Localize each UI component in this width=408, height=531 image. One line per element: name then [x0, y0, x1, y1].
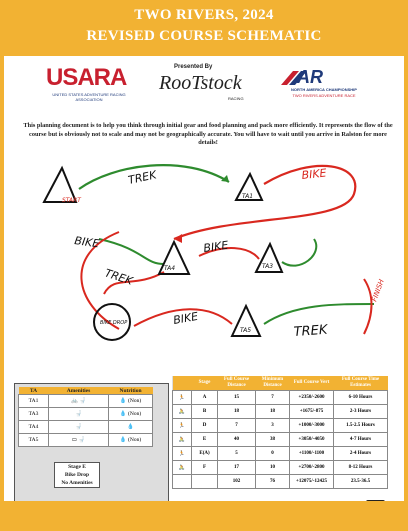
ar-subtitle: NORTH AMERICA CHAMPIONSHIP	[291, 87, 357, 92]
stage-cell: E(A)	[192, 447, 218, 461]
min-distance-cell: 0	[256, 447, 290, 461]
time-cell: 8-12 Hours	[334, 461, 388, 475]
stage-cell: B	[192, 405, 218, 419]
label-trek-2: TREK	[103, 266, 135, 288]
time-col-header: Full Course Time Estimates	[334, 376, 388, 391]
ta-cell: TA3	[19, 408, 49, 421]
intro-paragraph: This planning document is to help you think through initial gear and food planning and pack more efficiently. It represents the flow of the course but is obviously not to scale and may not be geographically accurate. You will have to wait until you arrive in Ralston for more details!	[23, 122, 393, 146]
rootstock-logo: RooTstock	[159, 72, 242, 94]
bike-arrow-2	[99, 239, 164, 264]
trek-icon: 🏃	[173, 447, 192, 461]
label-ta3: TA3	[262, 263, 274, 270]
vert-cell: +1100/-1100	[290, 447, 334, 461]
nutrition-cell: 💧 (Non)	[109, 408, 153, 421]
table-row	[19, 408, 153, 421]
table-row	[19, 434, 153, 447]
presented-by-label: Presented By	[174, 64, 213, 70]
full-distance-cell: 40	[218, 433, 256, 447]
nutrition-cell: 💧 (Non)	[109, 395, 153, 408]
stage-e-line3: No Amenities	[61, 480, 93, 486]
label-bike-2: BIKE	[73, 234, 101, 251]
label-finish: FINISH	[370, 278, 386, 303]
min-distance-cell: 10	[256, 461, 290, 475]
stage-e-title: Stage E	[68, 464, 86, 470]
time-total: 23.5-36.5	[334, 475, 388, 489]
bike-icon: 🚴	[173, 461, 192, 475]
full-distance-cell: 18	[218, 405, 256, 419]
min-distance-cell: 7	[256, 391, 290, 405]
table-row	[19, 421, 153, 434]
vert-col-header: Full Course Vert	[290, 376, 334, 391]
ta-col-header: TA	[19, 387, 49, 395]
full-distance-cell: 17	[218, 461, 256, 475]
full-distance-cell: 15	[218, 391, 256, 405]
trek-arrow-3	[264, 304, 374, 324]
stage-cell	[192, 475, 218, 489]
usara-logo	[46, 64, 132, 108]
header-banner	[4, 4, 404, 56]
stage-cell: D	[192, 419, 218, 433]
time-cell: 1.5-2.5 Hours	[334, 419, 388, 433]
table-row	[173, 419, 388, 433]
ta-cell: TA4	[19, 421, 49, 434]
label-bike-4: BIKE	[172, 309, 200, 327]
label-trek-1: TREK	[126, 168, 158, 187]
usara-subtitle: UNITED STATES ADVENTURE RACING ASSOCIATION	[52, 92, 126, 102]
stage-cell: A	[192, 391, 218, 405]
min-distance-total: 76	[256, 475, 290, 489]
vert-cell: +2350/-2600	[290, 391, 334, 405]
nutrition-cell: 💧 (Non)	[109, 434, 153, 447]
nutrition-col-header: Nutrition	[109, 387, 153, 395]
label-start: START	[62, 197, 81, 204]
time-cell: 6-10 Hours	[334, 391, 388, 405]
vert-cell: +1000/-3000	[290, 419, 334, 433]
ta-amenities-table	[18, 387, 153, 447]
amenities-cell: 🚲 🚽	[49, 395, 109, 408]
ar-race-name: TWO RIVERS ADVENTURE RACE	[292, 93, 356, 98]
full-distance-total: 102	[218, 475, 256, 489]
min-distance-cell: 18	[256, 405, 290, 419]
label-bike-3: BIKE	[202, 238, 230, 255]
table-row	[173, 461, 388, 475]
table-row	[173, 433, 388, 447]
min-distance-cell: 3	[256, 419, 290, 433]
arrow-head-2	[174, 234, 182, 243]
course-schematic	[24, 154, 392, 376]
stage-cell: E	[192, 433, 218, 447]
ta-cell: TA5	[19, 434, 49, 447]
amenities-cell: ▭ 🚽	[49, 434, 109, 447]
table-row	[173, 391, 388, 405]
full-distance-cell: 7	[218, 419, 256, 433]
usara-wordmark: USARA	[46, 64, 127, 91]
ta-table-header	[19, 387, 153, 395]
time-cell: 2-3 Hours	[334, 405, 388, 419]
page-subtitle: REVISED COURSE SCHEMATIC	[86, 28, 322, 44]
bike-icon: 🚴	[173, 405, 192, 419]
totals-row	[173, 475, 388, 489]
finish-arrow	[364, 279, 372, 334]
table-row	[173, 447, 388, 461]
label-ta5: TA5	[240, 327, 252, 334]
amenities-col-header: Amenities	[49, 387, 109, 395]
rootstock-subtitle: RACING	[228, 96, 244, 101]
label-ta1: TA1	[242, 193, 254, 200]
min-distance-cell: 38	[256, 433, 290, 447]
time-cell: 4-7 Hours	[334, 433, 388, 447]
ar-logo	[279, 67, 369, 109]
label-trek-3: TREK	[293, 322, 328, 340]
ar-wordmark: AR	[297, 67, 323, 87]
page-title: TWO RIVERS, 2024	[134, 7, 274, 23]
vert-cell: +1675/-875	[290, 405, 334, 419]
icon-col-header	[173, 376, 192, 391]
nutrition-cell: 💧	[109, 421, 153, 434]
bike-icon: 🚴	[173, 433, 192, 447]
table-row	[173, 405, 388, 419]
min-distance-col-header: Minimum Distance	[256, 376, 290, 391]
amenities-cell: 🚽	[49, 408, 109, 421]
stage-e-note	[54, 462, 100, 488]
full-distance-cell: 5	[218, 447, 256, 461]
vert-cell: +2700/-2800	[290, 461, 334, 475]
label-bike-drop: BIKE DROP	[100, 320, 128, 326]
full-distance-col-header: Full Course Distance	[218, 376, 256, 391]
table-row	[19, 395, 153, 408]
stage-summary-table	[172, 376, 388, 489]
ta3-loop	[282, 239, 316, 266]
label-bike-1: BIKE	[300, 166, 328, 182]
amenities-cell: 🚽	[49, 421, 109, 434]
vert-total: +12075/-12425	[290, 475, 334, 489]
label-ta4: TA4	[164, 265, 176, 272]
trek-icon: 🏃	[173, 391, 192, 405]
time-cell: 2-4 Hours	[334, 447, 388, 461]
footer-banner	[4, 501, 404, 527]
stage-col-header: Stage	[192, 376, 218, 391]
totals-icon-cell	[173, 475, 192, 489]
stage-table-header	[173, 376, 388, 391]
stage-cell: F	[192, 461, 218, 475]
bike-arrow-1	[174, 166, 355, 239]
vert-cell: +3050/-4050	[290, 433, 334, 447]
stage-e-line2: Bike Drop	[64, 472, 90, 478]
trek-icon: 🏃	[173, 419, 192, 433]
ta-cell: TA1	[19, 395, 49, 408]
